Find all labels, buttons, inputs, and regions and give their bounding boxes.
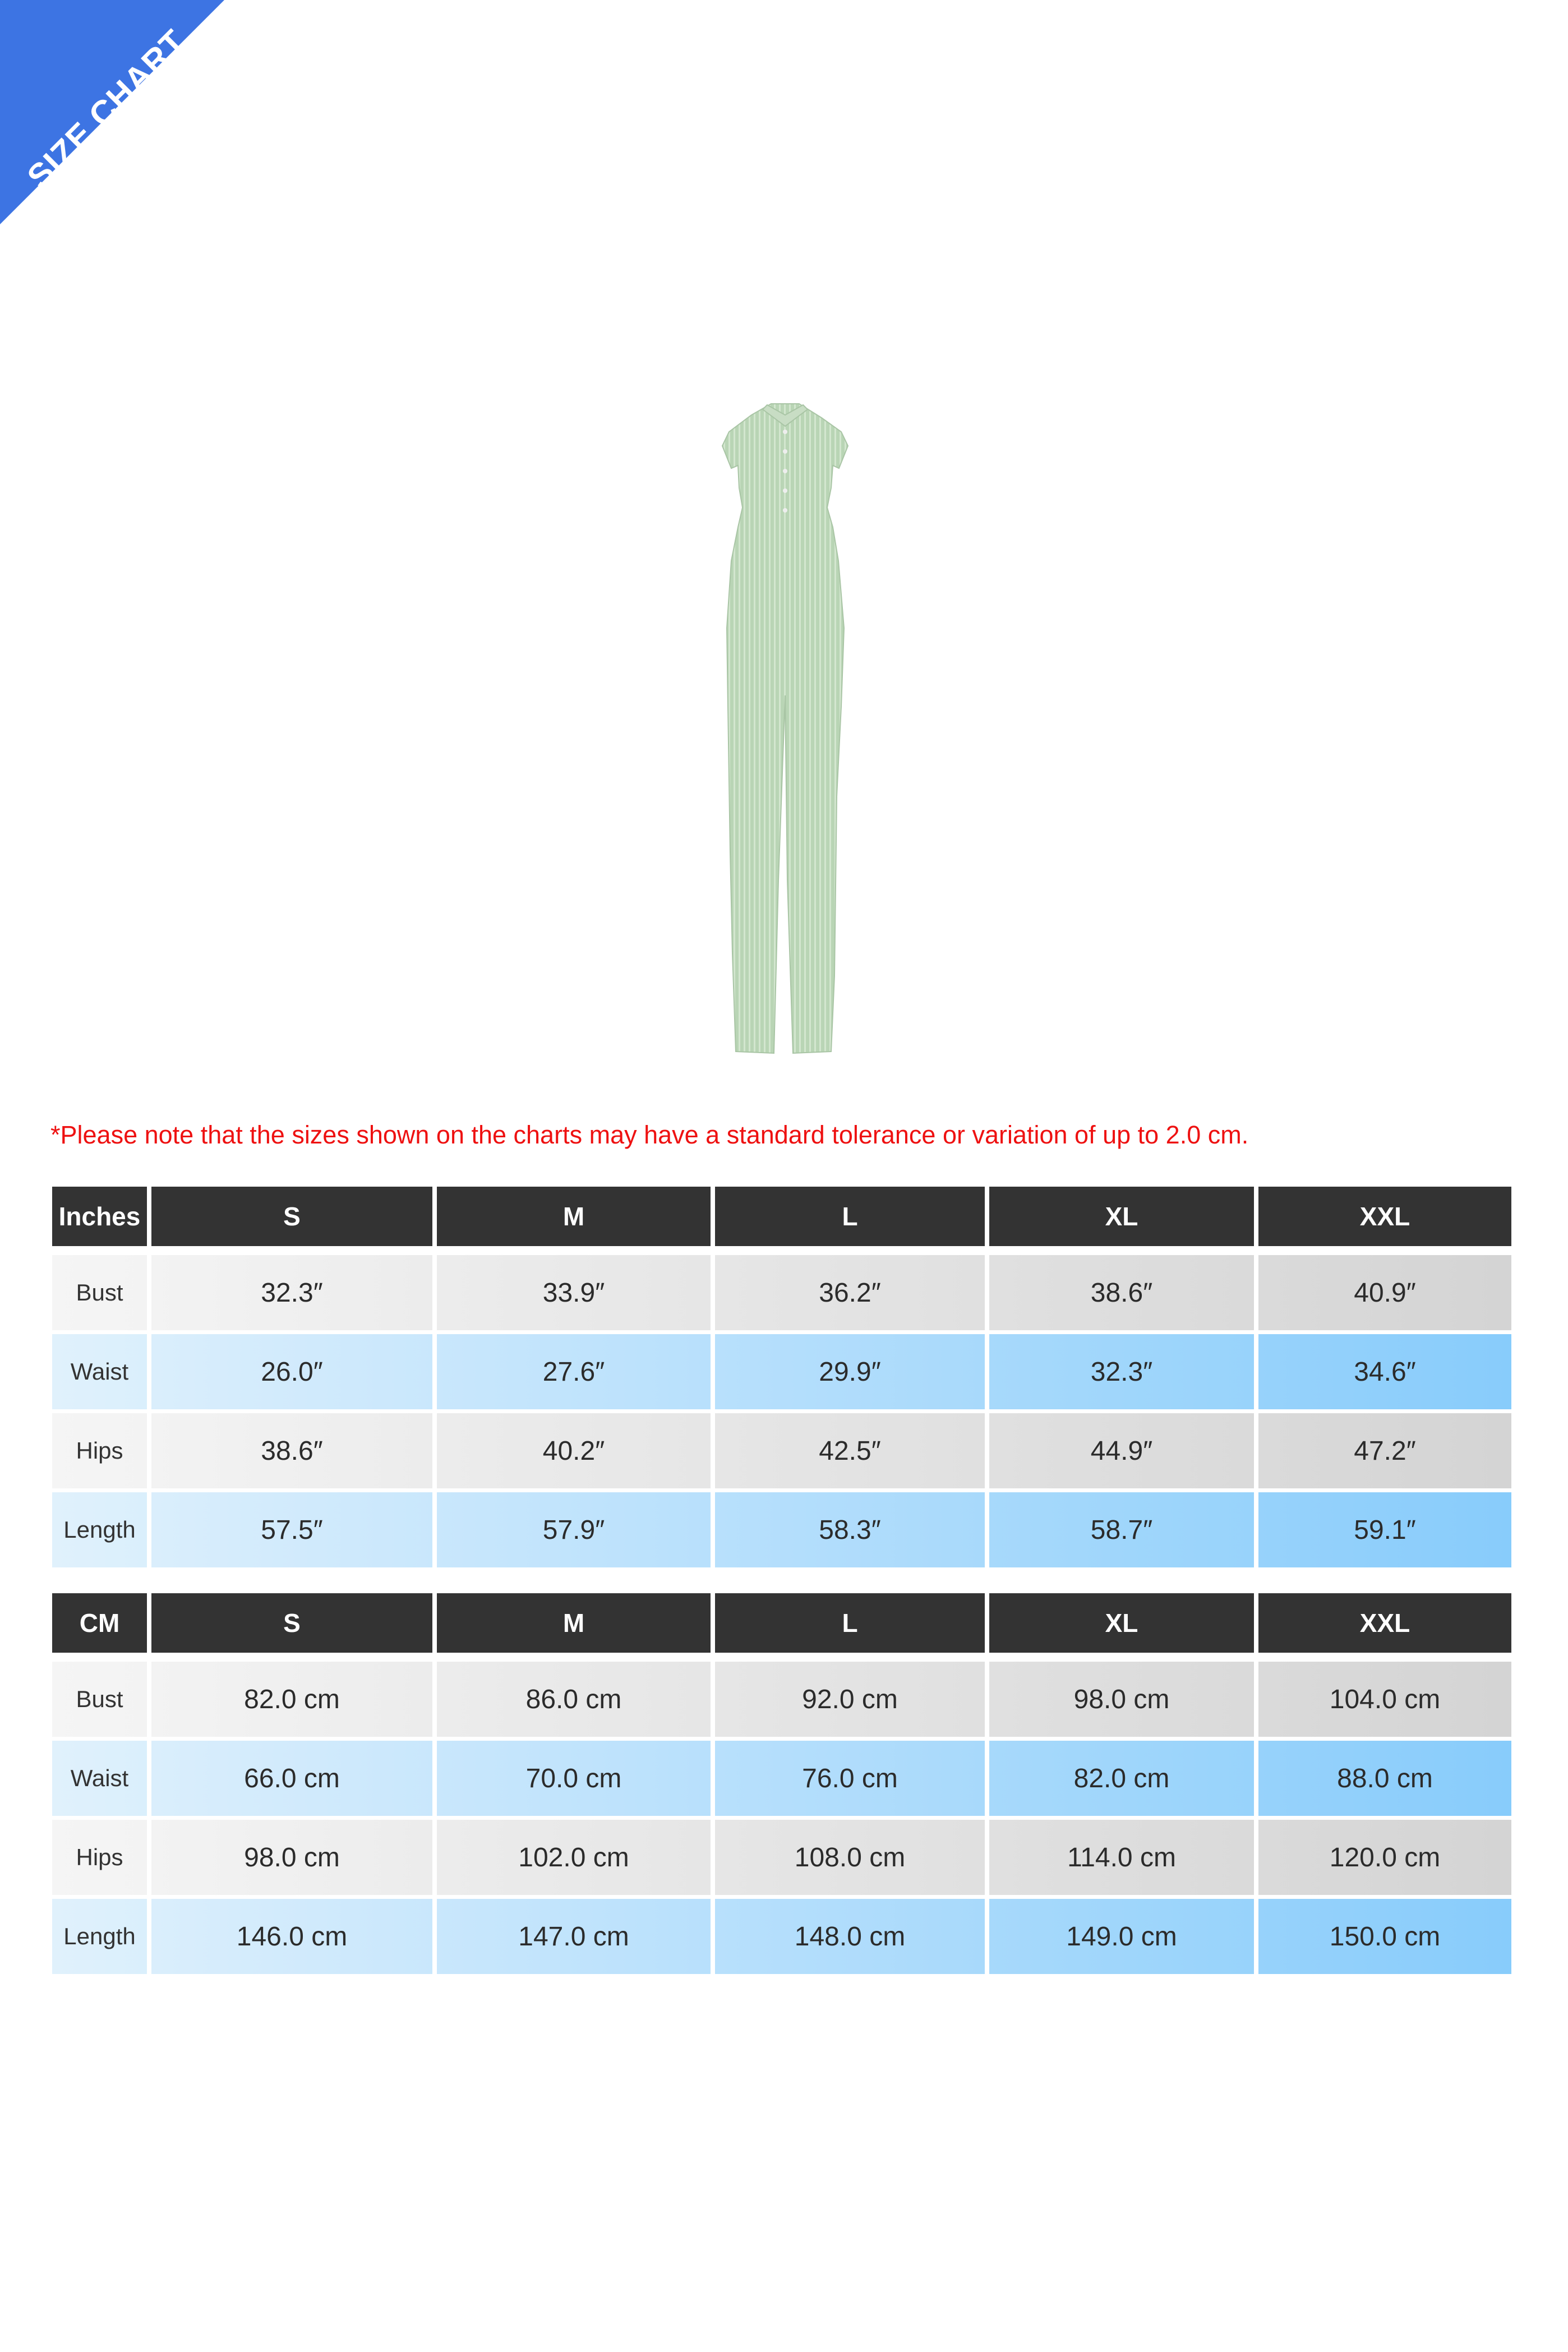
size-value-cell: 47.2″ bbox=[1258, 1413, 1511, 1488]
size-value-cell: 147.0 cm bbox=[437, 1899, 711, 1974]
size-value-cell: 82.0 cm bbox=[151, 1662, 432, 1737]
size-chart-badge bbox=[0, 0, 224, 224]
size-value-cell: 86.0 cm bbox=[437, 1662, 711, 1737]
table-row-length bbox=[52, 1492, 1511, 1567]
table-row-waist bbox=[52, 1741, 1511, 1816]
tolerance-note: *Please note that the sizes shown on the charts may have a standard tolerance or variation of up to 2.0 cm. bbox=[50, 1120, 1249, 1149]
size-header-s: S bbox=[151, 1593, 432, 1653]
size-value-cell: 70.0 cm bbox=[437, 1741, 711, 1816]
measurement-label: Waist bbox=[52, 1741, 147, 1816]
size-header-m: M bbox=[437, 1593, 711, 1653]
size-header-l: L bbox=[715, 1187, 985, 1246]
table-row-hips bbox=[52, 1413, 1511, 1488]
size-header-l: L bbox=[715, 1593, 985, 1653]
size-value-cell: 59.1″ bbox=[1258, 1492, 1511, 1567]
size-header-xxl: XXL bbox=[1258, 1187, 1511, 1246]
size-value-cell: 38.6″ bbox=[989, 1255, 1254, 1330]
size-value-cell: 42.5″ bbox=[715, 1413, 985, 1488]
size-header-xl: XL bbox=[989, 1593, 1254, 1653]
size-value-cell: 57.5″ bbox=[151, 1492, 432, 1567]
size-value-cell: 58.3″ bbox=[715, 1492, 985, 1567]
size-value-cell: 88.0 cm bbox=[1258, 1741, 1511, 1816]
size-header-s: S bbox=[151, 1187, 432, 1246]
measurement-label: Length bbox=[52, 1899, 147, 1974]
size-table-cm bbox=[52, 1593, 1511, 1970]
size-value-cell: 149.0 cm bbox=[989, 1899, 1254, 1974]
size-value-cell: 58.7″ bbox=[989, 1492, 1254, 1567]
size-header-m: M bbox=[437, 1187, 711, 1246]
size-value-cell: 150.0 cm bbox=[1258, 1899, 1511, 1974]
size-value-cell: 40.2″ bbox=[437, 1413, 711, 1488]
badge-label: SIZE CHART bbox=[20, 22, 193, 196]
size-value-cell: 38.6″ bbox=[151, 1413, 432, 1488]
size-value-cell: 26.0″ bbox=[151, 1334, 432, 1409]
size-header-xxl: XXL bbox=[1258, 1593, 1511, 1653]
table-row-bust bbox=[52, 1255, 1511, 1330]
table-row-bust bbox=[52, 1662, 1511, 1737]
size-value-cell: 34.6″ bbox=[1258, 1334, 1511, 1409]
size-value-cell: 33.9″ bbox=[437, 1255, 711, 1330]
table-row-waist bbox=[52, 1334, 1511, 1409]
size-value-cell: 36.2″ bbox=[715, 1255, 985, 1330]
table-header-row bbox=[52, 1187, 1511, 1246]
measurement-label: Hips bbox=[52, 1413, 147, 1488]
size-value-cell: 98.0 cm bbox=[151, 1820, 432, 1895]
size-value-cell: 92.0 cm bbox=[715, 1662, 985, 1737]
measurement-label: Bust bbox=[52, 1255, 147, 1330]
unit-header: CM bbox=[52, 1593, 147, 1653]
size-value-cell: 57.9″ bbox=[437, 1492, 711, 1567]
size-value-cell: 120.0 cm bbox=[1258, 1820, 1511, 1895]
size-value-cell: 146.0 cm bbox=[151, 1899, 432, 1974]
size-value-cell: 76.0 cm bbox=[715, 1741, 985, 1816]
size-value-cell: 66.0 cm bbox=[151, 1741, 432, 1816]
size-value-cell: 108.0 cm bbox=[715, 1820, 985, 1895]
measurement-label: Length bbox=[52, 1492, 147, 1567]
measurement-label: Bust bbox=[52, 1662, 147, 1737]
size-value-cell: 104.0 cm bbox=[1258, 1662, 1511, 1737]
product-image-jumpsuit bbox=[673, 393, 897, 1066]
size-value-cell: 98.0 cm bbox=[989, 1662, 1254, 1737]
measurement-label: Waist bbox=[52, 1334, 147, 1409]
measurement-label: Hips bbox=[52, 1820, 147, 1895]
size-value-cell: 29.9″ bbox=[715, 1334, 985, 1409]
size-value-cell: 27.6″ bbox=[437, 1334, 711, 1409]
size-table-inches bbox=[52, 1187, 1511, 1564]
table-row-hips bbox=[52, 1820, 1511, 1895]
size-value-cell: 44.9″ bbox=[989, 1413, 1254, 1488]
size-value-cell: 148.0 cm bbox=[715, 1899, 985, 1974]
unit-header: Inches bbox=[52, 1187, 147, 1246]
size-value-cell: 40.9″ bbox=[1258, 1255, 1511, 1330]
size-value-cell: 32.3″ bbox=[151, 1255, 432, 1330]
size-header-xl: XL bbox=[989, 1187, 1254, 1246]
size-value-cell: 82.0 cm bbox=[989, 1741, 1254, 1816]
table-header-row bbox=[52, 1593, 1511, 1653]
table-row-length bbox=[52, 1899, 1511, 1974]
size-value-cell: 32.3″ bbox=[989, 1334, 1254, 1409]
size-value-cell: 114.0 cm bbox=[989, 1820, 1254, 1895]
size-value-cell: 102.0 cm bbox=[437, 1820, 711, 1895]
